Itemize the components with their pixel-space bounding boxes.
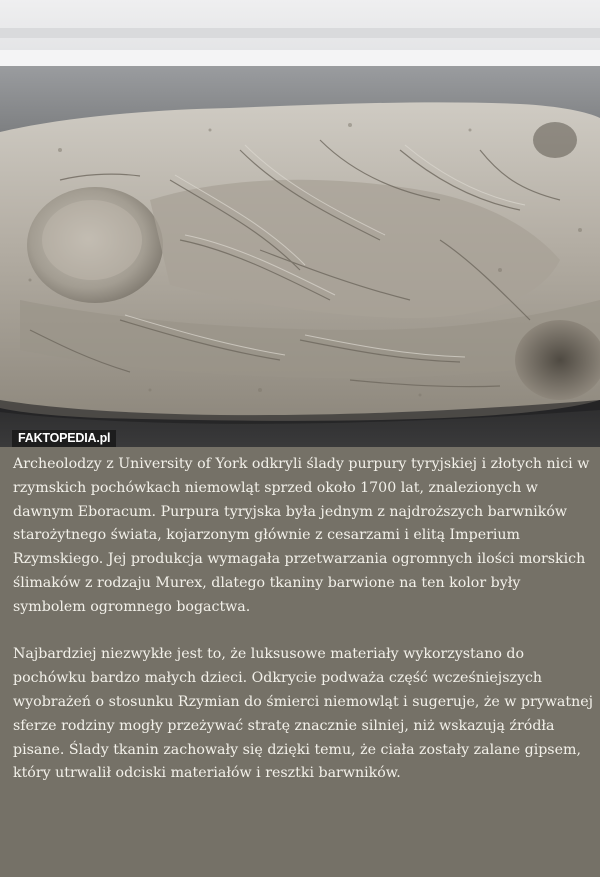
caption-paragraph-2: Najbardziej niezwykłe jest to, że luksusowe materiały wykorzystano do pochówku bardzo małych dzieci. Odkrycie podważa część wcześniejszych wyobrażeń o stosunku Rzymian do śmierci niemowląt i sugeruje, że w prywatnej sferze rodziny mogły przeżywać stratę znacznie silniej, niż wskazują źródła pisane. Ślady tkanin zachowały się dzięki temu, że ciała zostały zalane gipsem, który utrwalił odciski materiałów i resztki barwników. <box>13 646 594 782</box>
post-caption <box>13 453 593 786</box>
faktopedia-watermark: FAKTOPEDIA.pl <box>12 430 116 447</box>
caption-paragraph-1: Archeolodzy z University of York odkryli ślady purpury tyryjskiej i złotych nici w rzymskich pochówkach niemowląt sprzed około 1700 lat, znalezionych w dawnym Eboracum. Purpura tyryjska była jednym z najdroższych barwników starożytnego świata, kojarzonym głównie z cesarzami i elitą Imperium Rzymskiego. Jej produkcja wymagała przetwarzania ogromnych ilości morskich ślimaków z rodzaju Murex, dlatego tkaniny barwione na ten kolor były symbolem ogromnego bogactwa. <box>13 456 590 615</box>
